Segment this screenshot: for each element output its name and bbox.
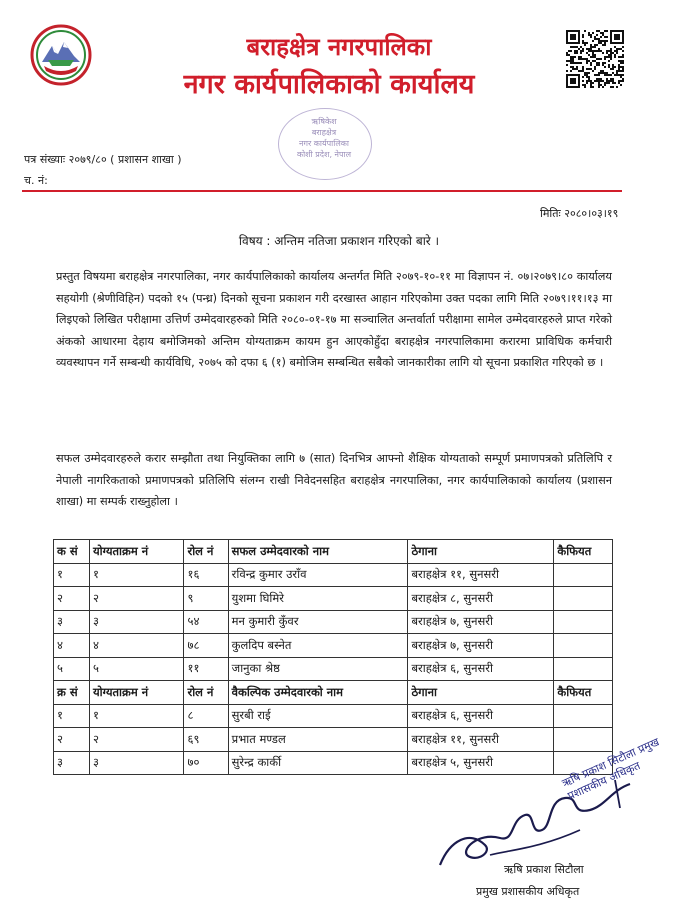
table-header-row xyxy=(54,681,613,705)
table-cell: बराहक्षेत्र ११, सुनसरी xyxy=(408,728,554,752)
table-cell: ३ xyxy=(89,751,184,775)
stamp-line: बराहक्षेत्र xyxy=(311,128,337,137)
notice-date: मितिः २०८०।०३।१९ xyxy=(540,207,619,220)
table-cell: बराहक्षेत्र ७, सुनसरी xyxy=(408,610,554,634)
table-cell: ५ xyxy=(89,657,184,681)
body-paragraph-1: प्रस्तुत विषयमा बराहक्षेत्र नगरपालिका, नगर कार्यपालिकाको कार्यालय अन्तर्गत मिति २०७९-१०-११ मा विज्ञापन नं. ०७।२०७९।८० कार्यालय सहयोगी (श्रेणीविहिन) पदको १५ (पन्ध्र) दिनको सूचना प्रकाशन गरी दरखास्त आहान गरिएकोमा उक्त पदका लागि मिति २०७९।११।१३ मा लिइएको लिखित परीक्षामा उत्तिर्ण उम्मेदवारहरुको मिति २०८०-०१-१७ मा सञ्चालित अन्तर्वार्ता परीक्षामा सामेल उम्मेदवारहरुले प्राप्त गरेको अंकको आधारमा देहाय बमोजिमको अन्तिम योग्यताक्रम कायम हुन आएकोहुँदा बराहक्षेत्र नगरपालिकामा करारमा प्राविधिक कर्मचारी व्यवस्थापन गर्ने सम्बन्धी कार्यविधि, २०७५ को दफा ६ (१) बमोजिम सम्बन्धित सबैको जानकारीका लागि यो सूचना प्रकाशित गरिएको छ । xyxy=(56,270,612,369)
table-cell: रविन्द्र कुमार उराँव xyxy=(228,563,408,587)
table-cell: १६ xyxy=(184,563,228,587)
table-cell xyxy=(554,634,613,658)
office-title: नगर कार्यपालिकाको कार्यालय xyxy=(183,69,475,100)
header-cell: सफल उम्मेदवारको नाम xyxy=(228,540,408,564)
table-cell: ९ xyxy=(184,587,228,611)
table-row xyxy=(54,563,613,587)
table-cell: बराहक्षेत्र ६, सुनसरी xyxy=(408,704,554,728)
header-cell: कैफियत xyxy=(554,540,613,564)
header-cell: ठेगाना xyxy=(408,681,554,705)
table-cell: ३ xyxy=(89,610,184,634)
table-cell: बराहक्षेत्र ८, सुनसरी xyxy=(408,587,554,611)
header-cell: क सं xyxy=(54,540,90,564)
signatory-name: ऋषि प्रकाश सिटौला xyxy=(504,863,584,876)
table-cell: ३ xyxy=(54,751,90,775)
header-cell: रोल नं xyxy=(184,540,228,564)
table-cell xyxy=(554,728,613,752)
stamp-line: कोशी प्रदेश, नेपाल xyxy=(296,150,352,159)
table-cell: ६९ xyxy=(184,728,228,752)
signature-seal-text: ऋषि प्रकाश सिटौला प्रमुख प्रशासकीय अधिकृत xyxy=(560,735,662,803)
letter-number: पत्र संख्याः २०७९/८० ( प्रशासन शाखा ) xyxy=(24,153,182,166)
signatory-post: प्रमुख प्रशासकीय अधिकृत xyxy=(476,885,580,898)
table-cell: ७० xyxy=(184,751,228,775)
table-cell: सुरेन्द्र कार्की xyxy=(228,751,408,775)
header-cell: योग्यताक्रम नं xyxy=(89,540,184,564)
header-cell: वैकल्पिक उम्मेदवारको नाम xyxy=(228,681,408,705)
table-cell: युशमा घिमिरे xyxy=(228,587,408,611)
table-cell: २ xyxy=(54,587,90,611)
table-cell: कुलदिप बस्नेत xyxy=(228,634,408,658)
stamp-line: ऋषिकेश xyxy=(311,117,337,126)
table-row xyxy=(54,728,613,752)
table-cell: ४ xyxy=(54,634,90,658)
table-row xyxy=(54,704,613,728)
table-cell: ८ xyxy=(184,704,228,728)
table-cell xyxy=(554,610,613,634)
table-cell: मन कुमारी कुँवर xyxy=(228,610,408,634)
table-cell: ५ xyxy=(54,657,90,681)
table-cell: २ xyxy=(54,728,90,752)
table-cell xyxy=(554,657,613,681)
results-table xyxy=(53,539,613,775)
dispatch-number: च. नं: xyxy=(24,174,48,187)
table-row xyxy=(54,610,613,634)
stamp-line: नगर कार्यपालिका xyxy=(299,139,349,148)
table-cell: सुरबी राई xyxy=(228,704,408,728)
table-cell: ५४ xyxy=(184,610,228,634)
municipality-title: बराहक्षेत्र नगरपालिका xyxy=(246,33,432,61)
table-cell: १ xyxy=(54,563,90,587)
table-cell: ४ xyxy=(89,634,184,658)
header-cell: योग्यताक्रम नं xyxy=(89,681,184,705)
notice-subject: विषय : अन्तिम नतिजा प्रकाशन गरिएको बारे । xyxy=(238,234,440,248)
body-paragraph-2: सफल उम्मेदवारहरुले करार सम्झौता तथा नियुक्तिका लागि ७ (सात) दिनभित्र आफ्नो शैक्षिक योग्यताको सम्पूर्ण प्रमाणपत्रको प्रतिलिपि र नेपाली नागरिकताको प्रमाणपत्रको प्रतिलिपि संलग्न राखी निवेदनसहित बराहक्षेत्र नगरपालिका, नगर कार्यपालिकाको कार्यालय (प्रशासन शाखा) मा सम्पर्क राख्नुहोला । xyxy=(56,452,612,508)
table-cell xyxy=(554,704,613,728)
table-cell: बराहक्षेत्र ६, सुनसरी xyxy=(408,657,554,681)
success-rows xyxy=(54,563,613,681)
table-row xyxy=(54,657,613,681)
table-cell: ७८ xyxy=(184,634,228,658)
table-cell: १ xyxy=(89,563,184,587)
table-cell xyxy=(554,587,613,611)
table-cell: १ xyxy=(89,704,184,728)
qr-code-icon xyxy=(566,30,624,106)
table-cell: बराहक्षेत्र ५, सुनसरी xyxy=(408,751,554,775)
header-cell: कैफियत xyxy=(554,681,613,705)
header-divider xyxy=(22,190,622,192)
table-row xyxy=(54,587,613,611)
office-stamp xyxy=(268,108,380,182)
table-cell: बराहक्षेत्र ११, सुनसरी xyxy=(408,563,554,587)
table-cell: २ xyxy=(89,587,184,611)
table-cell: ३ xyxy=(54,610,90,634)
table-cell: ११ xyxy=(184,657,228,681)
header-cell: क्र सं xyxy=(54,681,90,705)
table-header-row xyxy=(54,540,613,564)
table-cell: १ xyxy=(54,704,90,728)
table-cell: प्रभात मण्डल xyxy=(228,728,408,752)
table-cell: बराहक्षेत्र ७, सुनसरी xyxy=(408,634,554,658)
table-cell: २ xyxy=(89,728,184,752)
table-cell: जानुका श्रेष्ठ xyxy=(228,657,408,681)
table-cell xyxy=(554,563,613,587)
header-cell: रोल नं xyxy=(184,681,228,705)
header-cell: ठेगाना xyxy=(408,540,554,564)
table-row xyxy=(54,634,613,658)
